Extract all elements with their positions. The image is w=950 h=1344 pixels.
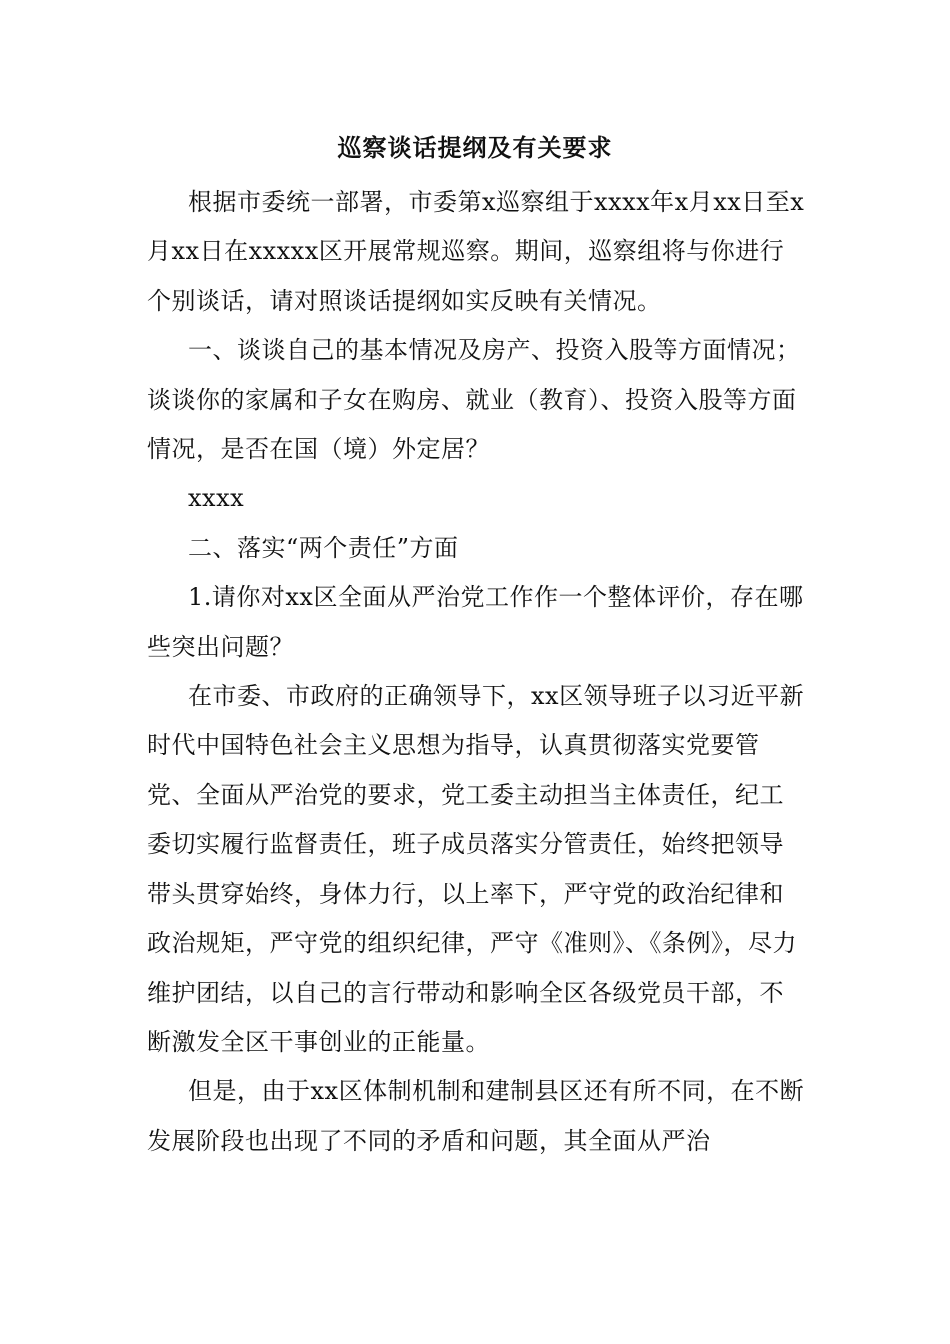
paragraph-placeholder: xxxx [188,484,245,513]
paragraph-answer: 在市委、市政府的正确领导下，xx区领导班子以习近平新时代中国特色社会主义思想为指导，认真贯彻落实党要管党、全面从严治党的要求，党工委主动担当主体责任，纪工委切实履行监督责任，班子成员落实分管责任，始终把领导带头贯穿始终，身体力行，以上率下，严守党的政治纪律和政治规矩，严守党的组织纪律，严守《准则》、《条例》，尽力维护团结，以自己的言行带动和影响全区各级党员干部，不断激发全区干事创业的正能量。 [147,682,805,1056]
paragraph-intro: 根据市委统一部署，市委第x巡察组于xxxx年x月xx日至x月xx日在xxxxx区开展常规巡察。期间，巡察组将与你进行个别谈话，请对照谈话提纲如实反映有关情况。 [147,188,805,315]
document-body [147,178,807,1166]
paragraph-section-one: 一、谈谈自己的基本情况及房产、投资入股等方面情况；谈谈你的家属和子女在购房、就业（教育）、投资入股等方面情况，是否在国（境）外定居？ [147,336,801,464]
document-title: 巡察谈话提纲及有关要求 [337,133,613,162]
heading-section-two: 二、落实“两个责任”方面 [188,533,459,562]
paragraph-question-one: 1.请你对xx区全面从严治党工作作一个整体评价，存在哪些突出问题？ [147,583,804,661]
paragraph-however: 但是，由于xx区体制机制和建制县区还有所不同，在不断发展阶段也出现了不同的矛盾和问题，其全面从严治 [147,1077,805,1155]
